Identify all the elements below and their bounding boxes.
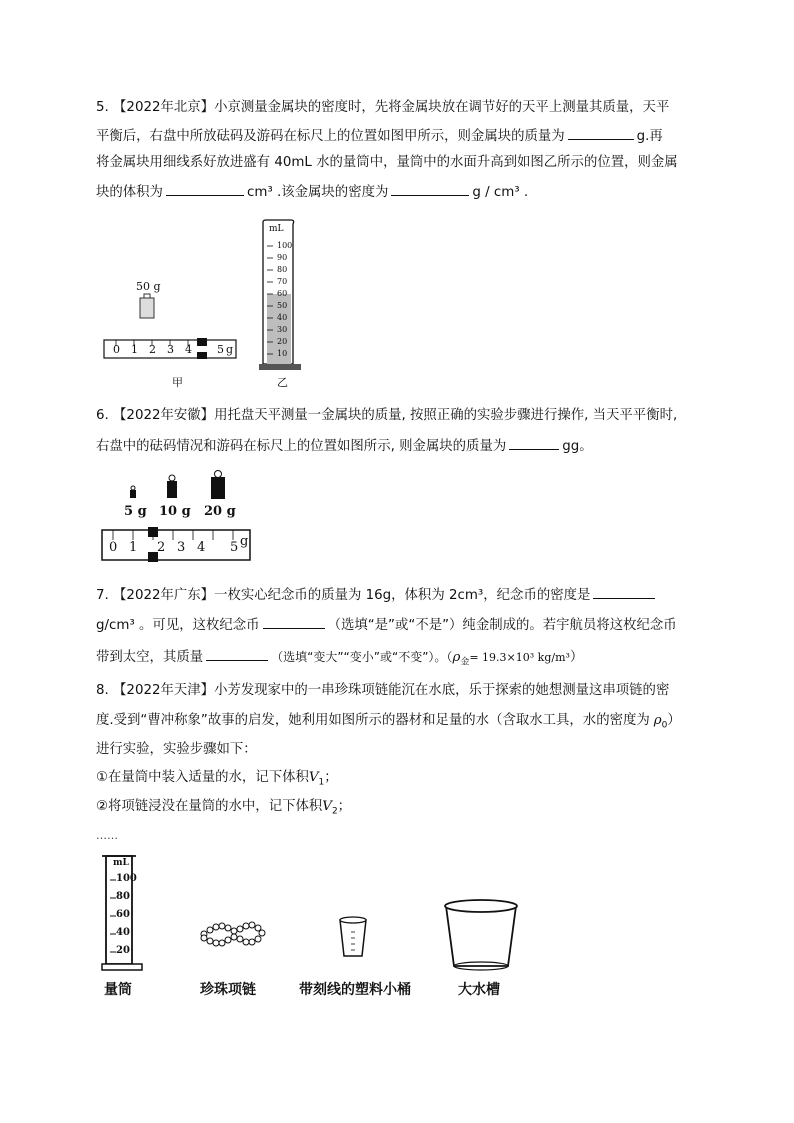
q5-cylinder-ticks — [277, 240, 292, 360]
q8-equipment-drawing — [96, 852, 536, 977]
q6-mass-blank[interactable] — [509, 435, 559, 450]
q5-cyl-tick: 80 — [277, 265, 288, 274]
q5-figure-jia — [100, 272, 240, 387]
q8-step1-var: V — [308, 770, 319, 785]
q8-step2 — [96, 797, 351, 822]
q8-cylinder-base — [102, 964, 142, 970]
q5-line2a: 平衡后，右盘中所放砝码及游码在标尺上的位置如图甲所示，则金属块的质量为 — [96, 129, 565, 144]
q8-step1a: ①在量筒中装入适量的水，记下体积 — [96, 770, 309, 785]
q7-line3 — [96, 646, 583, 673]
q8-cyl-tick: 40 — [116, 927, 130, 938]
q5-tick-label: 3 — [167, 343, 174, 356]
q5-weight-block — [140, 298, 154, 318]
q5-tick-label: 0 — [113, 343, 120, 356]
q5-line4b: cm³ .该金属块的密度为 — [246, 185, 389, 200]
q6-tick-label: 1 — [129, 540, 138, 555]
q5-volume-blank[interactable] — [166, 181, 244, 196]
q8-step2-var: V — [322, 799, 332, 814]
q8-rho0: ρ — [653, 713, 662, 728]
q8-line1: 8. 【2022年天津】小芳发现家中的一串珍珠项链能沉在水底，乐于探索的她想测量这串项链的密 — [96, 683, 670, 698]
q5-cyl-tick: 10 — [277, 349, 288, 358]
q6-weights-and-scale — [100, 470, 260, 574]
q6-weight-label: 10 g — [159, 504, 191, 519]
q5-weight-knob — [144, 294, 150, 298]
q5-line4c: g / cm³ . — [472, 185, 529, 200]
q7-rho-sub: 金 — [460, 657, 470, 668]
q7-line2b: （选填“是”或“不是”）纯金制成的。若宇航员将这枚纪念币 — [327, 618, 677, 633]
q8-ellipsis: …… — [96, 829, 118, 842]
q5-cyl-tick: 100 — [277, 241, 293, 250]
q7-line3b: （选填“变大”“变小”或“不变”）。（ — [271, 650, 453, 664]
q5-tick-label: 4 — [185, 343, 192, 356]
q8-line2b: ） — [667, 713, 681, 728]
q7-space-mass-blank[interactable] — [206, 646, 268, 661]
q6-line1: 6. 【2022年安徽】用托盘天平测量一金属块的质量, 按照正确的实验步骤进行操作, 当天平平衡时, — [96, 408, 678, 423]
q8-cylinder-unit: mL — [113, 858, 129, 868]
q8-cyl-tick: 80 — [116, 891, 130, 902]
q5-line2 — [96, 125, 663, 147]
q8-water-tank — [446, 906, 516, 966]
q8-label-cylinder: 量筒 — [104, 982, 132, 998]
q6-weight-10g — [167, 481, 177, 498]
q8-line2 — [96, 711, 681, 736]
q5-density-blank[interactable] — [391, 181, 469, 196]
q5-cyl-tick: 50 — [277, 301, 288, 310]
q6-tick-label: 4 — [197, 540, 206, 555]
q7-line1 — [96, 584, 658, 606]
q5-weight-label: 50 g — [136, 280, 161, 293]
q5-caption-jia: 甲 — [172, 376, 183, 389]
q6-line2b: gg。 — [562, 439, 593, 454]
q7-line2a: g/cm³ 。可见，这枚纪念币 — [96, 618, 260, 633]
q8-label-tank: 大水槽 — [458, 982, 500, 998]
q6-line2 — [96, 435, 593, 457]
q8-rho0-sub: 0 — [661, 720, 668, 731]
q6-figure — [100, 470, 260, 574]
q7-line3c: ） — [569, 650, 584, 665]
q7-density-blank[interactable] — [593, 584, 655, 599]
q5-line4 — [96, 181, 528, 203]
q8-step1-sub: 1 — [318, 777, 325, 788]
q6-tick-label: 5 — [230, 540, 239, 555]
q5-line4a: 块的体积为 — [96, 185, 163, 200]
q8-step2a: ②将项链浸没在量筒的水中，记下体积 — [96, 799, 323, 814]
q6-tick-label: g — [240, 534, 249, 549]
q6-rider-top — [148, 527, 158, 537]
q5-line2b: g.再 — [636, 129, 663, 144]
q5-scale-ticks — [113, 343, 239, 357]
q5-tick-label: 2 — [149, 343, 156, 356]
q7-rho-value: = 19.3×10³ kg/m³ — [469, 651, 570, 664]
q5-cyl-tick: 20 — [277, 337, 288, 346]
q5-cyl-tick: 70 — [277, 277, 288, 286]
q5-line3: 将金属块用细线系好放进盛有 40mL 水的量筒中，量筒中的水面升高到如图乙所示的位置，则金属 — [96, 155, 678, 170]
q8-label-necklace: 珍珠项链 — [200, 982, 256, 998]
q5-cylinder-unit: mL — [269, 224, 284, 234]
q8-step2b: ； — [337, 799, 352, 814]
q8-necklace — [201, 922, 265, 946]
q8-cylinder-ticks — [116, 870, 137, 960]
q6-tick-label: 2 — [157, 540, 166, 555]
q5-tick-label: 1 — [131, 343, 138, 356]
q8-step2-sub: 2 — [331, 806, 338, 817]
q8-line2a: 度.受到“曹冲称象”故事的启发，她利用如图所示的器材和足量的水（含取水工具，水的密度为 — [96, 713, 650, 728]
q5-line1: 5. 【2022年北京】小京测量金属块的密度时，先将金属块放在调节好的天平上测量其质量，天平 — [96, 100, 670, 115]
q8-equipment-figure — [96, 852, 536, 1002]
q6-scale-ticks — [109, 534, 259, 556]
q6-line2a: 右盘中的砝码情况和游码在标尺上的位置如图所示, 则金属块的质量为 — [96, 439, 507, 454]
q7-line3a: 带到太空，其质量 — [96, 650, 204, 665]
q7-line1a: 7. 【2022年广东】一枚实心纪念币的质量为 16g，体积为 2cm³，纪念币的密度是 — [96, 588, 591, 603]
q5-caption-yi: 乙 — [277, 376, 288, 389]
q6-weight-label: 20 g — [204, 504, 236, 519]
q6-tick-label: 3 — [177, 540, 186, 555]
q7-rho-symbol: ρ — [452, 650, 461, 665]
q8-label-bucket: 带刻线的塑料小桶 — [299, 982, 411, 998]
q6-weight-5g — [130, 490, 136, 498]
q7-line2 — [96, 614, 677, 636]
q6-tick-label: 0 — [109, 540, 118, 555]
q8-step1b: ； — [324, 770, 338, 785]
q8-line3: 进行实验，实验步骤如下： — [96, 742, 257, 757]
q5-figure-yi — [255, 218, 305, 390]
q5-mass-blank[interactable] — [568, 125, 634, 140]
q5-balance-scale — [100, 272, 240, 387]
q5-cyl-tick: 60 — [277, 289, 288, 298]
q8-cyl-tick: 100 — [116, 873, 137, 884]
q8-cyl-tick: 60 — [116, 909, 130, 920]
q5-cyl-tick: 40 — [277, 313, 288, 322]
q5-tick-label: g — [226, 343, 234, 356]
q5-cylinder-base — [259, 364, 301, 370]
q7-gold-blank[interactable] — [263, 614, 325, 629]
q5-tick-label: 5 — [217, 343, 224, 356]
q5-cyl-tick: 90 — [277, 253, 288, 262]
q6-weight-20g — [211, 477, 225, 499]
q5-cyl-tick: 30 — [277, 325, 288, 334]
q6-weight-label: 5 g — [124, 504, 147, 519]
q8-step1 — [96, 768, 338, 793]
q8-cyl-tick: 20 — [116, 945, 130, 956]
